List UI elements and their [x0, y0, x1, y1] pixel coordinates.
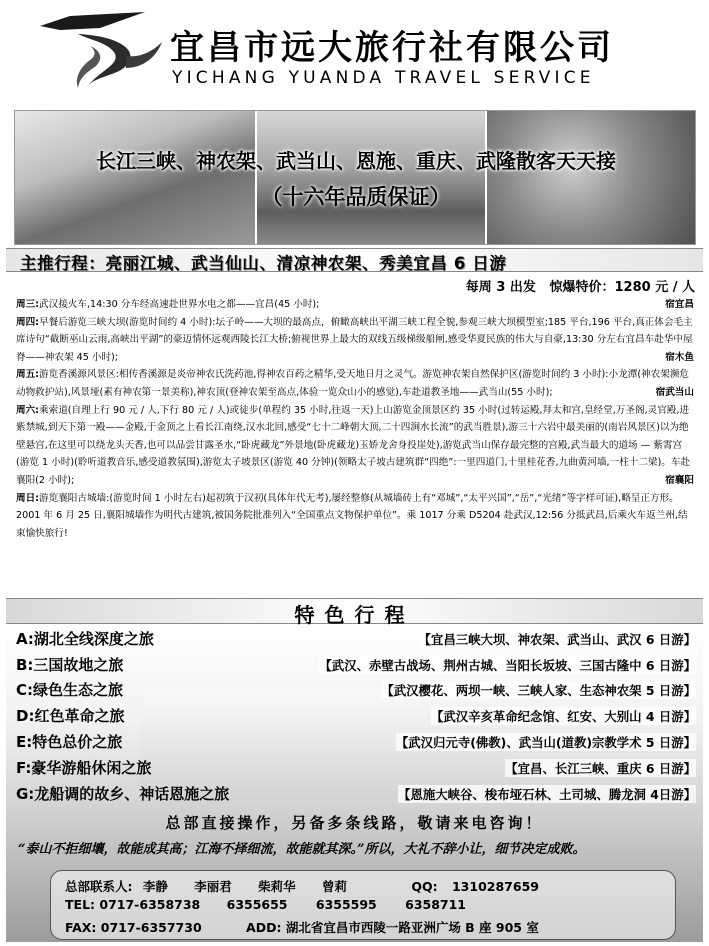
tour-item — [16, 705, 696, 727]
slogan: 总部直接操作，另备多条线路，敬请来电咨询！ — [165, 814, 544, 832]
contact-person: 曾莉 — [321, 879, 347, 894]
fax-number: 0717-6357730 — [100, 920, 202, 935]
banner-photo-monkey — [487, 111, 696, 245]
tour-name: B:三国故地之旅 — [16, 656, 124, 674]
tour-route: 【恩施大峡谷、梭布垭石林、土司城、腾龙洞 4日游】 — [398, 787, 696, 802]
tel-number: 6358711 — [405, 897, 467, 912]
tel-number: 0717-6358738 — [99, 897, 201, 912]
departure-price — [466, 276, 695, 295]
tour-item — [16, 679, 696, 701]
contact-person: 柴莉华 — [258, 879, 296, 894]
itinerary — [16, 296, 694, 542]
day-label: 周日: — [16, 492, 40, 504]
tour-route: 【宜昌三峡大坝、神农架、武当山、武汉 6 日游】 — [418, 632, 696, 647]
itinerary-day — [16, 314, 694, 367]
itinerary-day — [16, 490, 694, 543]
special-tours-bar — [6, 598, 703, 627]
contact-person: 李丽君 — [194, 879, 232, 894]
day-label: 周四: — [16, 316, 40, 328]
tel-number: 6355595 — [315, 897, 377, 912]
banner-photo-temple — [257, 111, 485, 245]
tour-name: C:绿色生态之旅 — [16, 681, 124, 699]
day-label: 周六: — [16, 404, 40, 416]
tour-item — [16, 654, 696, 676]
contacts-label: 总部联系人: — [65, 879, 133, 894]
qq-label: QQ: — [411, 879, 438, 894]
tel-number: 6355655 — [226, 897, 288, 912]
itinerary-day — [16, 296, 694, 314]
company-name-cn: 宜昌市远大旅行社有限公司 — [170, 28, 614, 68]
fax-label: FAX: — [65, 920, 97, 935]
address: 湖北省宜昌市西陵一路亚洲广场 B 座 905 室 — [285, 920, 539, 935]
day-stay: 宿襄阳 — [665, 474, 694, 486]
qq-number: 1310287659 — [451, 879, 539, 894]
itinerary-day — [16, 366, 694, 401]
day-label: 周三: — [16, 299, 40, 310]
tour-item — [16, 628, 696, 650]
tour-name: G:龙船调的故乡、神话恩施之旅 — [16, 785, 230, 803]
price-label: 惊爆特价：1280 元 / 人 — [549, 280, 695, 295]
fax-row — [65, 918, 539, 936]
special-tours-title: 特色行程 — [294, 603, 415, 627]
company-logo-icon — [30, 6, 170, 106]
company-name-en: YICHANG YUANDA TRAVEL SERVICE — [172, 68, 595, 88]
tel-label: TEL: — [65, 897, 96, 912]
tour-route: 【武汉辛亥革命纪念馆、红安、大别山 4 日游】 — [430, 709, 696, 724]
contact-box — [50, 870, 676, 940]
header — [0, 0, 709, 110]
tour-name: D:红色革命之旅 — [16, 707, 125, 725]
tour-route: 【武汉、赤壁古战场、荆州古城、当阳长坂坡、三国古隆中 6 日游】 — [319, 658, 696, 673]
day-stay: 宿宜昌 — [665, 299, 694, 310]
tour-item — [16, 783, 696, 805]
day-text: 游览香溪源风景区:相传香溪源是炎帝神农氏洗药池,得神农百药之精华,受天地日月之灵气。游览神农架自然保护区(游览时间约 3 小时):小龙潭(神农架濒危动物救护站),风景垭(素有神农第一景美称),神农顶(登神农架至高点,体验一览众山小的感觉),车赴道教圣地——武当山(55 小时); — [16, 369, 690, 398]
banner — [14, 110, 696, 245]
banner-subtitle: （十六年品质保证） — [261, 185, 451, 209]
address-label: ADD: — [246, 920, 282, 935]
departure-label: 每周 3 出发 — [465, 280, 536, 295]
contacts-row — [65, 877, 539, 895]
day-text: 武汉接火车,14:30 分车经高速赴世界水电之都——宜昌(45 小时); — [39, 299, 320, 310]
tour-route: 【武汉归元寺(佛教)、武当山(道教)宗教学术 5 日游】 — [395, 735, 696, 750]
day-text: 游览襄阳古城墙:(游览时间 1 小时左右)起初筑于汉初(具体年代无考),屡经整修(从城墙砖上有“邓城”,“太平兴国”,“岳”,“光绪”等字样可证),略呈正方形。2001 年 6 月 25 日,襄阳城墙作为明代古建筑,被国务院批准列入“全国重点文物保护单位”。乘 1017 分乘 D5204 赴武汉,12:56 分抵武昌,后乘火车返兰州,结束愉快旅行! — [16, 492, 688, 539]
itinerary-day — [16, 402, 694, 490]
tel-row — [65, 897, 466, 912]
day-text: 乘索道(自理上行 90 元 / 人,下行 80 元 / 人)或徒步(单程约 35 小时,往返一天)上山游览金顶景区约 35 小时(过转运殿,拜太和宫,皇经堂,万圣阁,灵官殿,进紫禁城,到天下第一殿——金殿,于金顶之上看长江南绕,汉水北回,感受“七十二峰朝大顶,二十四涧水长流”的武当胜景),游三十六岩中最美丽的(南岩风景区)以为绝壁悬宫,在这里可以绕龙头天香,也可以品尝甘露圣水,“卧虎藏龙”外景地(卧虎藏龙)玉娇龙舍身投崖处),游览武当山保存最完整的宫殿,武当最大的道场 — 紫霄宫(游览 1 小时)(聆听道教音乐,感受道教氛围),游览太子坡景区(游览 40 分钟)(领略太子坡古建筑群“四绝”:一里四道门,十里桂花香,九曲黄河墙,一柱十二梁)。车赴襄阳(2 小时); — [16, 404, 691, 486]
tour-name: A:湖北全线深度之旅 — [16, 630, 154, 648]
day-stay: 宿木鱼 — [665, 351, 694, 363]
tour-item — [16, 757, 696, 779]
banner-photo-gorge — [15, 111, 255, 245]
main-route-title: 主推行程：亮丽江城、武当仙山、清凉神农架、秀美宜昌 6 日游 — [20, 254, 507, 273]
day-stay: 宿武当山 — [655, 386, 694, 398]
quote: “泰山不拒细壤，故能成其高；江海不择细流，故能就其深。”所以，大礼不辞小让，细节决定成败。 — [18, 842, 586, 857]
tour-route: 【宜昌、长江三峡、重庆 6 日游】 — [505, 761, 696, 776]
tour-route: 【武汉樱花、两坝一峡、三峡人家、生态神农架 5 日游】 — [381, 683, 696, 698]
day-label: 周五: — [16, 369, 40, 381]
tour-item — [16, 731, 696, 753]
tour-name: F:豪华游船休闲之旅 — [16, 759, 152, 777]
tour-name: E:特色总价之旅 — [16, 733, 123, 751]
contact-person: 李静 — [142, 879, 168, 894]
main-route-bar — [6, 248, 703, 272]
banner-title: 长江三峡、神农架、武当山、恩施、重庆、武隆散客天天接 — [96, 149, 616, 173]
day-text: 早餐后游览三峡大坝(游览时间约 4 小时):坛子岭——大坝的最高点，俯瞰高峡出平湖三峡工程全貌,参观三峡大坝模型室;185 平台,196 平台,真正体会毛主席诗句“截断巫山云雨,高峡出平湖”的豪迈情怀远观西陵长江大桥;俯视世界上最大的双线五级梯级船闸,感受华夏民族的伟大与自豪,13:30 分左右宜昌车赴华中屋脊——神农架 45 小时); — [16, 316, 693, 363]
